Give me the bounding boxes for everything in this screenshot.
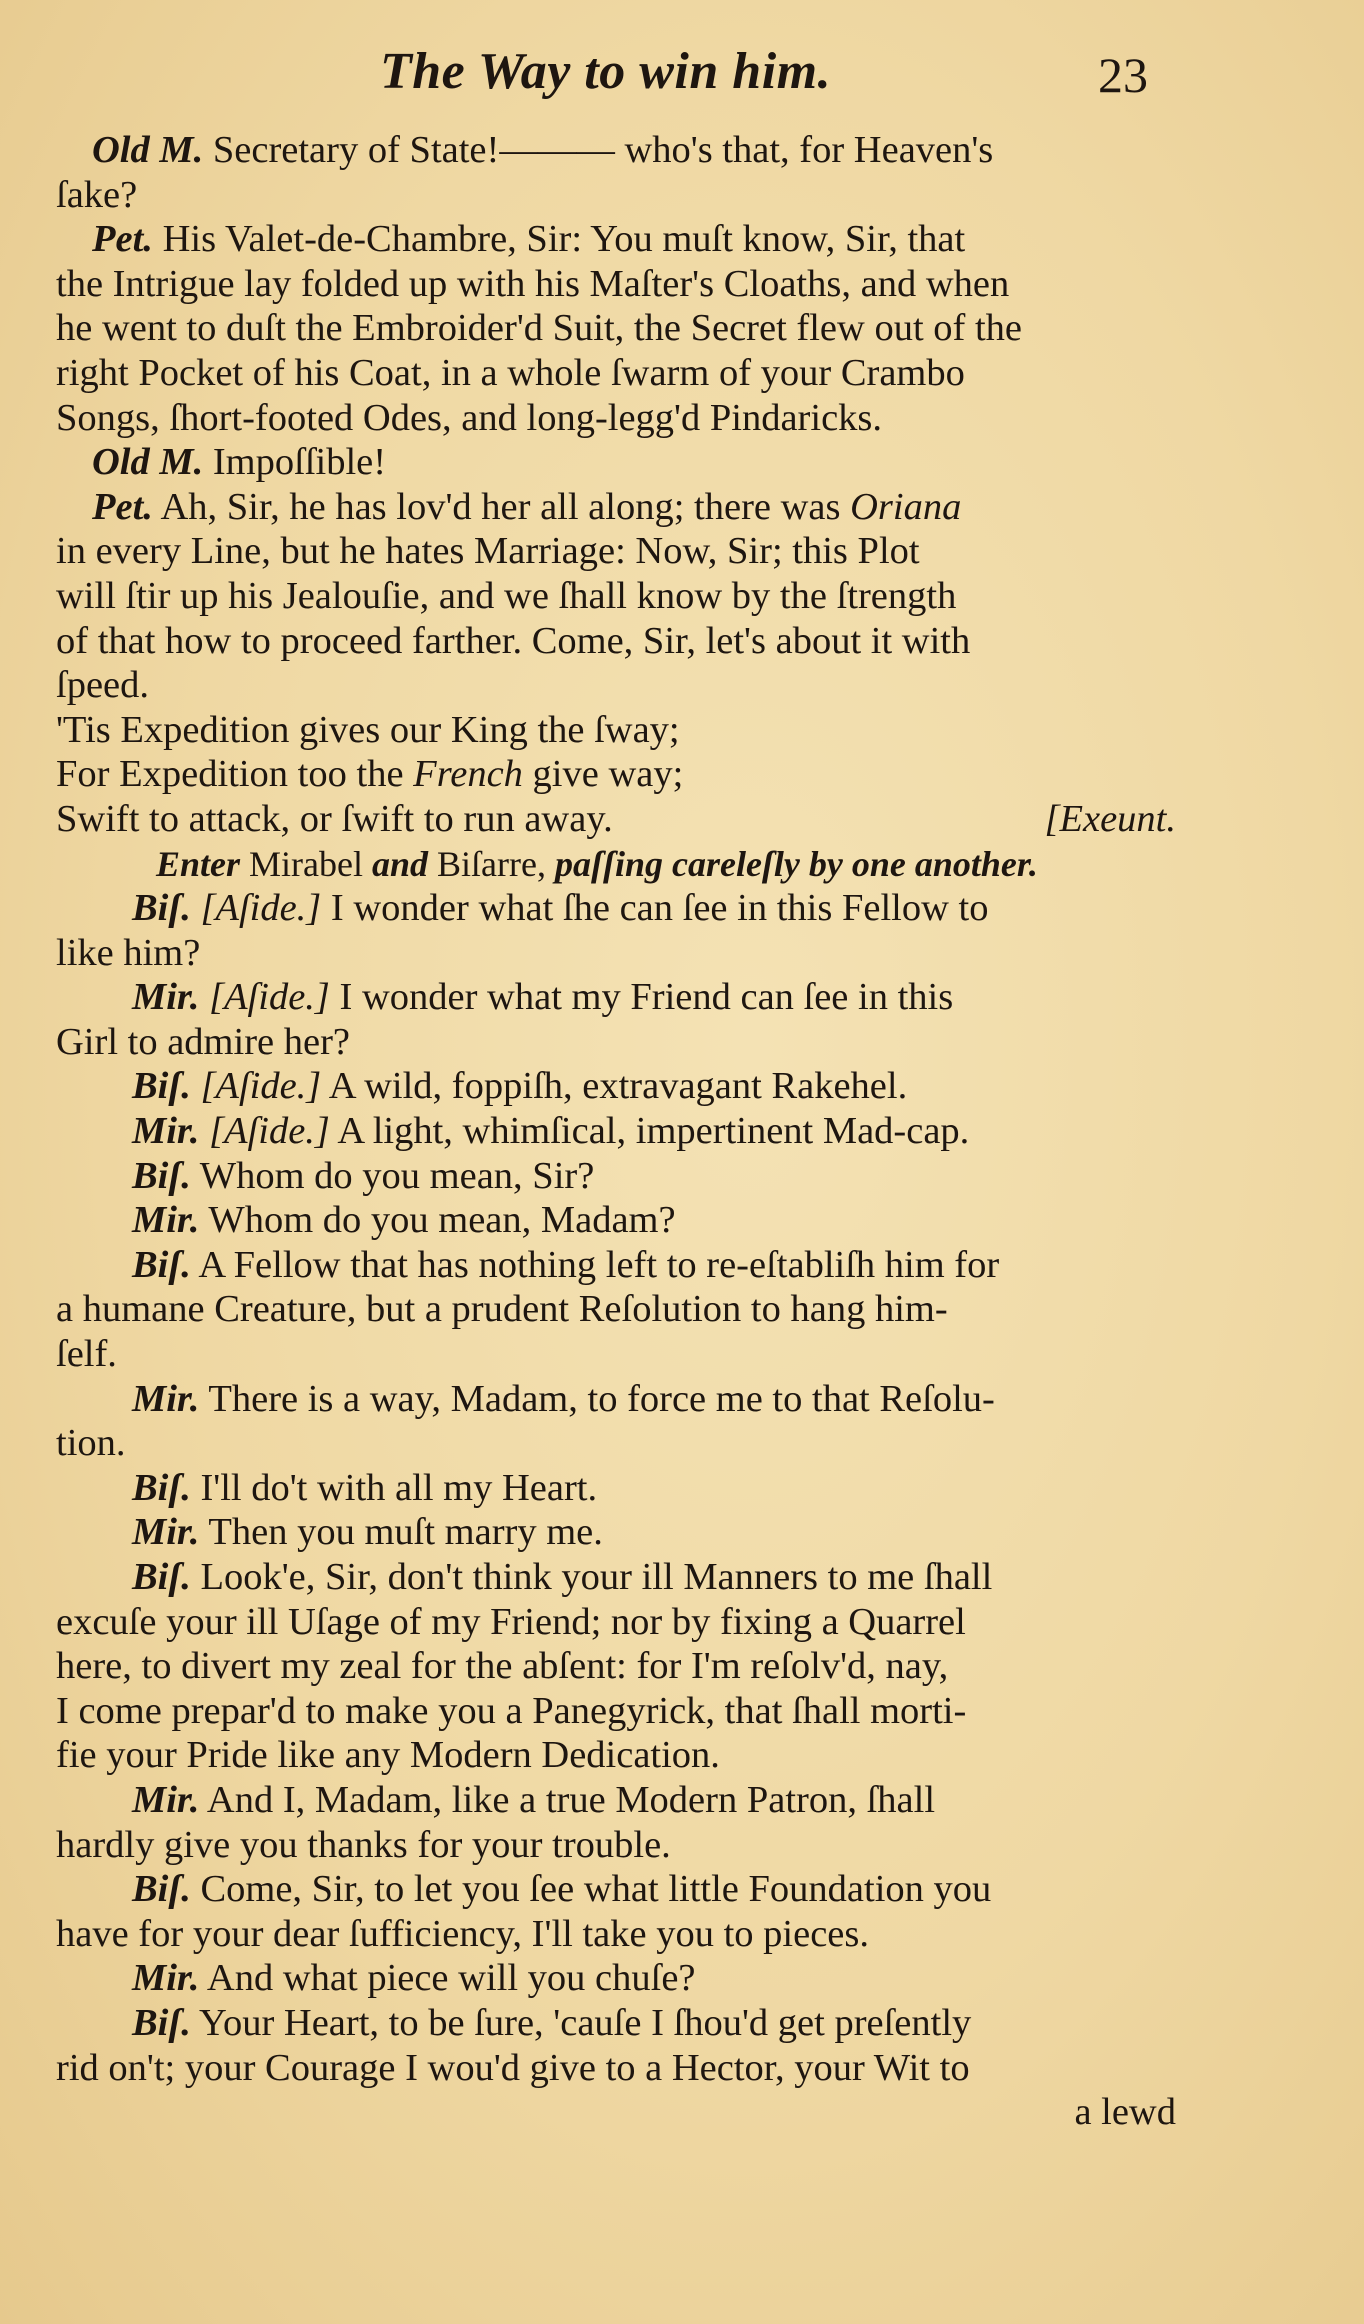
line-text: Your Heart, to be ſure, 'cauſe I ſhou'd get preſently	[190, 2001, 972, 2044]
text-line	[56, 886, 1176, 931]
speaker-name: Biſ.	[132, 1065, 191, 1108]
speaker-name: Biſ.	[132, 1243, 191, 1286]
line-text: I wonder what ſhe can ſee in this Fellow to	[321, 887, 989, 930]
catchword: a lewd	[1074, 2091, 1176, 2134]
text-line	[56, 485, 1176, 530]
line-text: I'll do't with all my Heart.	[190, 1466, 598, 1509]
text-line	[56, 1956, 1176, 2001]
text-line	[56, 262, 1176, 307]
speaker-name: Mir.	[132, 1957, 200, 2000]
line-text: of that how to proceed farther. Come, Sir, let's about it with	[56, 619, 971, 662]
line-text: And I, Madam, like a true Modern Patron, ſhall	[199, 1778, 936, 1821]
line-text: in every Line, but he hates Marriage: Now, Sir; this Plot	[56, 530, 920, 573]
stage-direction	[56, 842, 1176, 887]
stage-direction-text: paſſing careleſly by one another.	[554, 843, 1038, 884]
text-line	[56, 1198, 1176, 1243]
text-line	[56, 1867, 1176, 1912]
text-line	[56, 1287, 1176, 1332]
line-text: His Valet-de-Chambre, Sir: You muſt know, Sir, that	[152, 218, 966, 261]
speaker-name: Biſ.	[132, 1868, 191, 1911]
line-text: a humane Creature, but a prudent Reſolution to hang him-	[56, 1288, 948, 1331]
line-text: ſake?	[56, 173, 138, 216]
line-text: he went to duſt the Embroider'd Suit, the Secret flew out of the	[56, 307, 1022, 350]
text-line	[56, 1555, 1176, 1600]
text-line	[56, 1823, 1176, 1868]
line-text: Whom do you mean, Sir?	[190, 1154, 595, 1197]
line-text: Secretary of State!——— who's that, for Heaven's	[203, 129, 994, 171]
line-text: I come prepar'd to make you a Panegyrick, that ſhall morti-	[56, 1689, 967, 1732]
text-line	[56, 708, 1176, 753]
line-text: excuſe your ill Uſage of my Friend; nor by fixing a Quarrel	[56, 1600, 966, 1643]
line-text: right Pocket of his Coat, in a whole ſwarm of your Crambo	[56, 351, 965, 394]
speaker-name: Old M.	[92, 441, 204, 484]
speaker-name: Biſ.	[132, 1154, 191, 1197]
speaker-name: Pet.	[92, 485, 153, 528]
aside-direction: [Aſide.]	[200, 1065, 322, 1108]
line-text: There is a way, Madam, to force me to that Reſolu-	[199, 1377, 995, 1420]
speaker-name: Mir.	[132, 1110, 200, 1153]
speaker-name: Biſ.	[132, 887, 191, 930]
line-text: And what piece will you chuſe?	[199, 1957, 696, 2000]
stage-direction-text: Biſarre,	[428, 843, 555, 884]
line-text: ſelf.	[56, 1333, 117, 1376]
line-text: Ah, Sir, he has lov'd her all along; there was	[152, 485, 851, 528]
line-text: Swift to attack, or ſwift to run away.	[56, 797, 613, 840]
line-text: Whom do you mean, Madam?	[199, 1199, 676, 1242]
line-text: have for your dear ſufficiency, I'll take you to pieces.	[56, 1912, 869, 1955]
text-line	[56, 1154, 1176, 1199]
line-text: fie your Pride like any Modern Dedication.	[56, 1734, 720, 1777]
aside-direction: [Aſide.]	[209, 976, 330, 1019]
text-line	[56, 1689, 1176, 1734]
exit-direction: [Exeunt.	[1044, 797, 1176, 840]
text-line	[56, 574, 1176, 619]
line-text: rid on't; your Courage I wou'd give to a Hector, your Wit to	[56, 2046, 970, 2089]
speaker-name: Mir.	[132, 1778, 200, 1821]
text-line	[56, 1377, 1176, 1422]
line-text: A light, whimſical, impertinent Mad-cap.	[329, 1110, 970, 1153]
line-text: tion.	[56, 1422, 126, 1465]
running-title: The Way to win him.	[380, 43, 832, 100]
aside-direction: [Aſide.]	[200, 887, 322, 930]
speaker-name: Mir.	[132, 1377, 200, 1420]
line-text: ſpeed.	[56, 664, 149, 707]
line-text: 'Tis Expedition gives our King the ſway;	[56, 708, 680, 751]
line-text: A wild, foppiſh, extravagant Rakehel.	[321, 1065, 908, 1108]
text-line	[56, 1912, 1176, 1957]
text-line	[56, 1109, 1176, 1154]
text-line	[56, 1243, 1176, 1288]
line-text: Songs, ſhort-footed Odes, and long-legg'd Pindaricks.	[56, 396, 883, 439]
catchword-line	[56, 2090, 1176, 2135]
text-line	[56, 663, 1176, 708]
stage-direction-text: and	[372, 843, 429, 884]
line-text: hardly give you thanks for your trouble.	[56, 1823, 671, 1866]
text-line	[56, 1064, 1176, 1109]
text-line	[56, 1778, 1176, 1823]
line-text: Girl to admire her?	[56, 1020, 350, 1063]
text-line	[56, 1466, 1176, 1511]
text-line	[56, 440, 1176, 485]
text-line	[56, 1510, 1176, 1555]
text-line	[56, 217, 1176, 262]
text-line	[56, 396, 1176, 441]
line-text: Come, Sir, to let you ſee what little Foundation you	[190, 1868, 992, 1911]
line-text: here, to divert my zeal for the abſent: for I'm reſolv'd, nay,	[56, 1645, 949, 1688]
text-line	[56, 306, 1176, 351]
stage-direction-text: Mirabel	[240, 843, 372, 884]
text-line	[56, 1644, 1176, 1689]
speaker-name: Biſ.	[132, 2001, 191, 2044]
line-text: like him?	[56, 931, 201, 974]
speaker-name: Mir.	[132, 1511, 200, 1554]
aside-direction: [Aſide.]	[209, 1110, 330, 1153]
text-line	[56, 752, 1176, 797]
text-line	[56, 2001, 1176, 2046]
line-text: will ſtir up his Jealouſie, and we ſhall know by the ſtrength	[56, 574, 957, 617]
text-line	[56, 128, 1176, 173]
line-text: Then you muſt marry me.	[199, 1511, 603, 1554]
text-line	[56, 619, 1176, 664]
line-text: I wonder what my Friend can ſee in this	[329, 976, 954, 1019]
text-line	[56, 1020, 1176, 1065]
text-line	[56, 351, 1176, 396]
speaker-name: Mir.	[132, 976, 200, 1019]
text-line	[56, 797, 1176, 842]
text-line	[56, 2046, 1176, 2091]
text-line	[56, 1421, 1176, 1466]
line-text: A Fellow that has nothing left to re-eſtabliſh him for	[190, 1243, 1000, 1286]
text-line	[56, 173, 1176, 218]
text-line	[56, 1600, 1176, 1645]
line-text-italic: French	[413, 753, 523, 796]
speaker-name: Mir.	[132, 1199, 200, 1242]
line-text-italic: Oriana	[850, 485, 962, 528]
line-text: For Expedition too the	[56, 753, 414, 796]
line-text: give way;	[522, 753, 684, 796]
page-number: 23	[1098, 47, 1148, 103]
line-text: Impoſſible!	[203, 441, 387, 484]
text-line	[56, 529, 1176, 574]
text-line	[56, 1332, 1176, 1377]
text-line	[56, 931, 1176, 976]
speaker-name: Pet.	[92, 218, 153, 261]
speaker-name: Biſ.	[132, 1556, 191, 1598]
text-line	[56, 1733, 1176, 1778]
play-text	[56, 128, 1176, 2135]
speaker-name: Biſ.	[132, 1466, 191, 1509]
line-text: the Intrigue lay folded up with his Maſter's Cloaths, and when	[56, 262, 1010, 305]
page-header	[0, 38, 1364, 108]
speaker-name: Old M.	[92, 129, 204, 171]
text-line	[56, 975, 1176, 1020]
line-text: Look'e, Sir, don't think your ill Manners to me ſhall	[190, 1556, 993, 1598]
stage-direction-text: Enter	[156, 843, 241, 884]
